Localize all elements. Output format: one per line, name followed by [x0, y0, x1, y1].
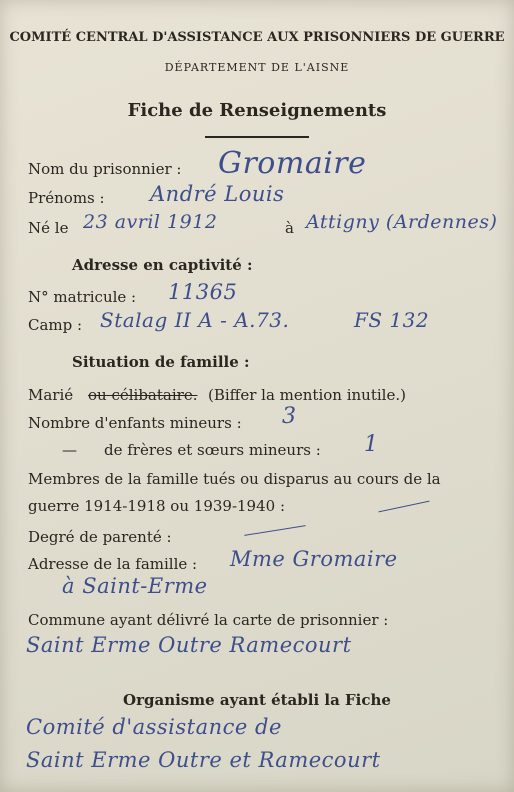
- enfants-label: Nombre d'enfants mineurs :: [28, 414, 242, 432]
- title-rule: [205, 136, 309, 138]
- situation-famille-heading: Situation de famille :: [72, 353, 250, 371]
- adresse-captivite-heading: Adresse en captivité :: [72, 256, 253, 274]
- organisme-value-2: Saint Erme Outre et Ramecourt: [26, 748, 381, 772]
- matricule-label: N° matricule :: [28, 288, 137, 306]
- naissance-a: à: [285, 219, 294, 237]
- department-subheader: DÉPARTEMENT DE L'AISNE: [164, 61, 350, 74]
- prenoms-label: Prénoms :: [28, 189, 105, 207]
- matricule-value: 11365: [168, 280, 238, 304]
- camp-label: Camp :: [28, 316, 83, 334]
- naissance-lieu: Attigny (Ardennes): [306, 211, 498, 233]
- nom-label: Nom du prisonnier :: [28, 160, 182, 178]
- nom-value: Gromaire: [218, 146, 367, 181]
- naissance-label: Né le: [28, 219, 69, 237]
- marie-label: Marié: [28, 386, 74, 404]
- celibataire-struck-label: ou célibataire.: [88, 386, 198, 404]
- freres-value: 1: [364, 432, 379, 457]
- membres-label-line1: Membres de la famille tués ou disparus au cours de la: [28, 470, 441, 488]
- organisme-heading: Organisme ayant établi la Fiche: [123, 691, 391, 709]
- membres-label-line2: guerre 1914-1918 ou 1939-1940 :: [28, 497, 286, 515]
- adresse-famille-label: Adresse de la famille :: [28, 555, 198, 573]
- camp-extra: FS 132: [354, 308, 430, 332]
- commune-value: Saint Erme Outre Ramecourt: [26, 633, 352, 657]
- org-header: COMITÉ CENTRAL D'ASSISTANCE AUX PRISONNIERS DE GUERRE: [9, 30, 505, 45]
- degre-pen-stroke: [244, 525, 305, 536]
- degre-label: Degré de parenté :: [28, 528, 172, 546]
- commune-label: Commune ayant délivré la carte de prisonnier :: [28, 611, 389, 629]
- biffer-note: (Biffer la mention inutile.): [208, 386, 406, 404]
- adresse-famille-value-2: à Saint-Erme: [62, 574, 208, 598]
- naissance-date: 23 avril 1912: [83, 211, 218, 233]
- prenoms-value: André Louis: [150, 182, 285, 206]
- camp-value: Stalag II A - A.73.: [100, 308, 290, 332]
- adresse-famille-value-1: Mme Gromaire: [230, 547, 398, 571]
- form-title: Fiche de Renseignements: [127, 100, 387, 121]
- organisme-value-1: Comité d'assistance de: [26, 715, 282, 739]
- freres-label: de frères et sœurs mineurs :: [104, 441, 321, 459]
- enfants-value: 3: [282, 404, 297, 429]
- freres-dash: —: [62, 441, 77, 459]
- membres-pen-stroke: [378, 501, 429, 513]
